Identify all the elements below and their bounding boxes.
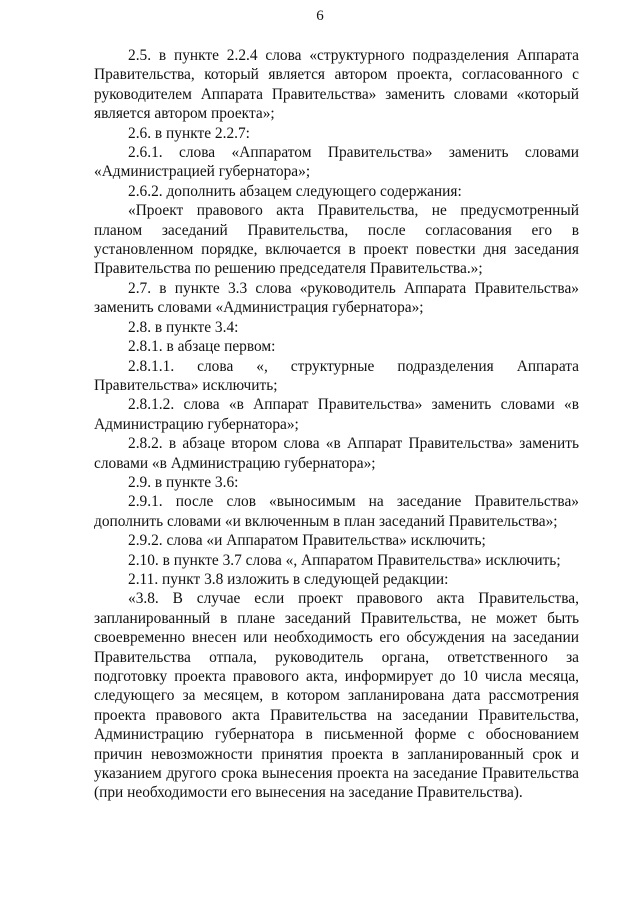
paragraph-2-6-2: 2.6.2. дополнить абзацем следующего содержания: <box>128 182 462 200</box>
paragraph-2-8-1-1: 2.8.1.1. слова «, структурные подразделения Аппарата Правительства» исключить; <box>94 357 579 394</box>
paragraph-2-8-1: 2.8.1. в абзаце первом: <box>128 338 276 356</box>
paragraph-2-8-2: 2.8.2. в абзаце втором слова «в Аппарат Правительства» заменить словами «в Администрацию губернатора»; <box>94 435 579 472</box>
paragraph-2-8-1-2: 2.8.1.2. слова «в Аппарат Правительства» заменить словами «в Администрацию губернатора»; <box>94 396 579 433</box>
paragraph-2-11: 2.11. пункт 3.8 изложить в следующей редакции: <box>128 570 449 588</box>
paragraph-2-9-1: 2.9.1. после слов «выносимым на заседание Правительства» дополнить словами «и включенным в план заседаний Правительства»; <box>94 493 579 530</box>
paragraph-2-7: 2.7. в пункте 3.3 слова «руководитель Аппарата Правительства» заменить словами «Администрация губернатора»; <box>94 279 579 317</box>
paragraph-2-8: 2.8. в пункте 3.4: <box>128 318 239 336</box>
paragraph-2-10: 2.10. в пункте 3.7 слова «, Аппаратом Правительства» исключить; <box>128 551 561 569</box>
page-number: 6 <box>316 8 324 24</box>
paragraph-2-9: 2.9. в пункте 3.6: <box>128 473 239 491</box>
paragraph-2-6: 2.6. в пункте 2.2.7: <box>128 124 250 142</box>
document-body <box>94 46 579 803</box>
paragraph-2-5: 2.5. в пункте 2.2.4 слова «структурного подразделения Аппарата Правительства, который является автором проекта, согласованного с руководителем Аппарата Правительства» заменить словами «который является автором проекта»; <box>94 47 579 123</box>
paragraph-2-6-1: 2.6.1. слова «Аппаратом Правительства» заменить словами «Администрацией губернатора»; <box>94 144 579 181</box>
paragraph-2-6-2-quote: «Проект правового акта Правительства, не предусмотренный планом заседаний Правительства, после согласования его в установленном порядке, включается в проект повестки дня заседания Правительства по решению председателя Правительства.»; <box>94 202 579 278</box>
paragraph-2-9-2: 2.9.2. слова «и Аппаратом Правительства» исключить; <box>128 532 486 550</box>
paragraph-3-8-quote: «3.8. В случае если проект правового акта Правительства, запланированный в плане заседаний Правительства, не может быть своевременно внесен или необходимость его обсуждения на заседании Правительства отпала, руководитель органа, ответственного за подготовку проекта правового акта, информирует до 10 числа месяца, следующего за месяцем, в котором запланирована дата рассмотрения проекта правового акта Правительства на заседании Правительства, Администрацию губернатора в письменной форме с обоснованием причин невозможности принятия проекта в запланированный срок и указанием другого срока вынесения проекта на заседание Правительства (при необходимости его вынесения на заседание Правительства). <box>94 590 579 802</box>
